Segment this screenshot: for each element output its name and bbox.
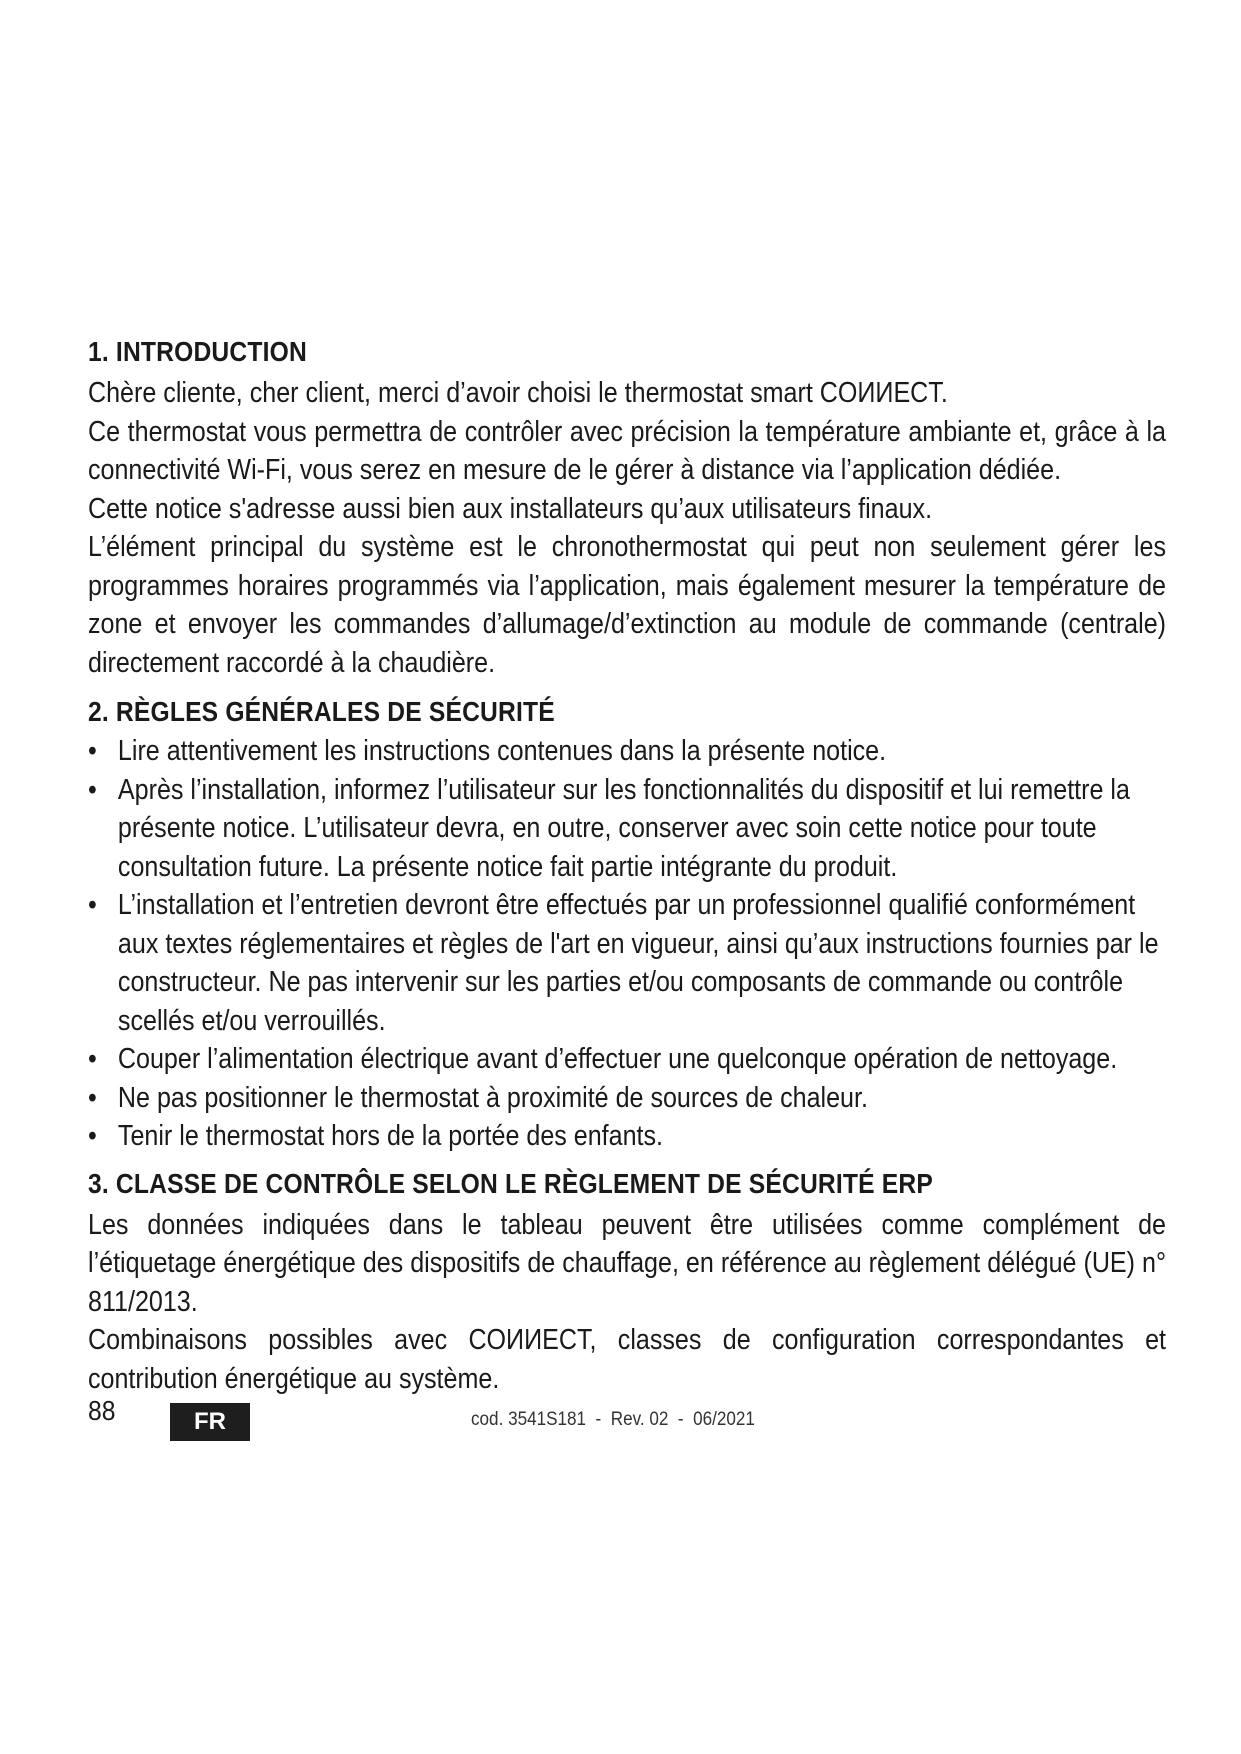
list-item: [88, 1079, 1166, 1118]
list-item: [88, 1040, 1166, 1079]
intro-paragraph: Cette notice s'adresse aussi bien aux installateurs qu’aux utilisateurs finaux.: [88, 492, 933, 525]
list-item: [88, 886, 1166, 1040]
section-1-title: 1. INTRODUCTION: [88, 336, 307, 367]
list-item-text: Tenir le thermostat hors de la portée des enfants.: [117, 1120, 664, 1152]
list-item-text: Lire attentivement les instructions contenues dans la présente notice.: [117, 735, 887, 767]
bullet-icon: •: [88, 735, 97, 767]
bullet-icon: •: [88, 1120, 97, 1152]
list-item-text: Couper l’alimentation électrique avant d’effectuer une quelconque opération de nettoyage.: [117, 1043, 1118, 1075]
list-item: [88, 771, 1166, 887]
language-badge: FR: [170, 1403, 250, 1441]
page-content: [88, 336, 1166, 1398]
section-2-title: 2. RÈGLES GÉNÉRALES DE SÉCURITÉ: [88, 696, 555, 727]
bullet-icon: •: [88, 1081, 97, 1114]
bullet-icon: •: [88, 1043, 97, 1075]
section-3-title: 3. CLASSE DE CONTRÔLE SELON LE RÈGLEMENT DE SÉCURITÉ ERP: [88, 1167, 933, 1199]
list-item-text: L’installation et l’entretien devront être effectués par un professionnel qualifié conformément aux textes réglementaires et règles de l'art en vigueur, ainsi qu’aux instructions fournies par le constructeur. Ne pas intervenir sur les parties et/ou composants de commande ou contrôle scellés et/ou verrouillés.: [117, 889, 1159, 1037]
intro-paragraph: L’élément principal du système est le chronothermostat qui peut non seulement gérer les programmes horaires programmés via l’application, mais également mesurer la température de zone et envoyer les commandes d’allumage/d’extinction au module de commande (centrale) directement raccordé à la chaudière.: [88, 531, 1166, 679]
list-item-text: Après l’installation, informez l’utilisateur sur les fonctionnalités du dispositif et lui remettre la présente notice. L’utilisateur devra, en outre, conserver avec soin cette notice pour toute consultation future. La présente notice fait partie intégrante du produit.: [117, 773, 1130, 883]
page-footer: [88, 1395, 1166, 1447]
intro-paragraph: Ce thermostat vous permettra de contrôler avec précision la température ambiante et, grâce à la connectivité Wi-Fi, vous serez en mesure de le gérer à distance via l’application dédiée.: [88, 415, 1166, 486]
erp-paragraph: Combinaisons possibles avec COИИECT, classes de configuration correspondantes et contribution énergétique au système.: [88, 1324, 1166, 1395]
document-code: cod. 3541S181 - Rev. 02 - 06/2021: [471, 1409, 755, 1430]
page-number: 88: [88, 1395, 116, 1426]
bullet-icon: •: [88, 773, 97, 806]
list-item: [88, 1117, 1166, 1156]
list-item: [88, 732, 1166, 771]
safety-rules-list: [88, 732, 1166, 1156]
intro-paragraph: Chère cliente, cher client, merci d’avoir choisi le thermostat smart COИИECT.: [88, 377, 948, 409]
erp-paragraph: Les données indiquées dans le tableau peuvent être utilisées comme complément de l’étiquetage énergétique des dispositifs de chauffage, en référence au règlement délégué (UE) n° 811/2013.: [88, 1208, 1166, 1318]
bullet-icon: •: [88, 889, 97, 921]
list-item-text: Ne pas positionner le thermostat à proximité de sources de chaleur.: [117, 1081, 868, 1114]
